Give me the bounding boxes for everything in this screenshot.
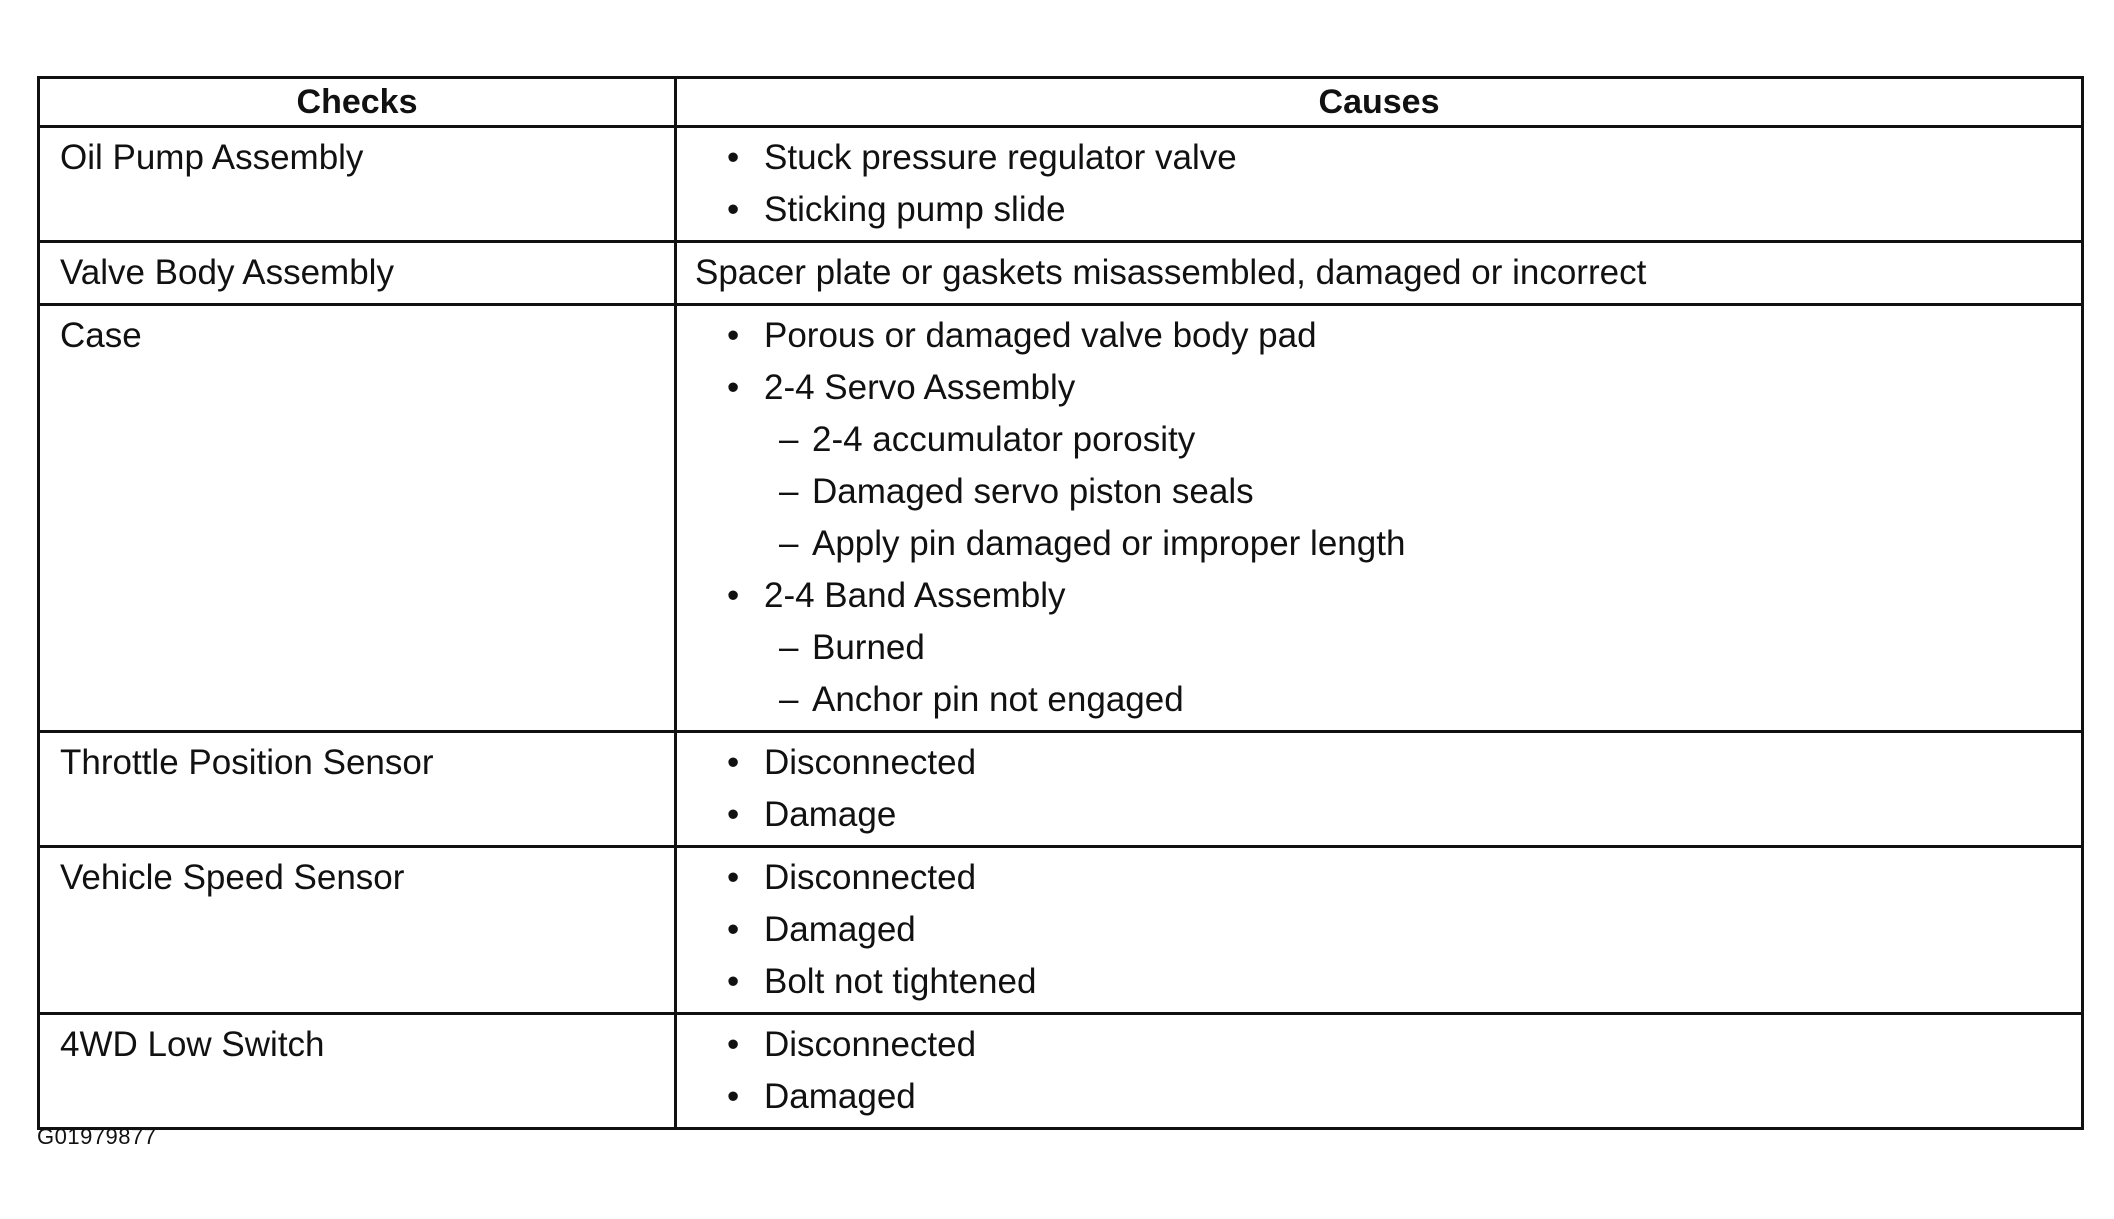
bullet-marker: • (727, 190, 740, 229)
table-row (39, 305, 2083, 732)
check-cell: Case (39, 305, 676, 732)
cause-text: Stuck pressure regulator valve (764, 138, 1237, 177)
cause-text: 2-4 Servo Assembly (764, 368, 1076, 407)
table-row (39, 242, 2083, 305)
causes-cell (676, 732, 2083, 847)
cause-item (677, 1019, 2065, 1071)
sub-cause-item (677, 622, 2065, 674)
cause-item (677, 852, 2065, 904)
cause-text: Spacer plate or gaskets misassembled, damaged or incorrect (695, 253, 1647, 292)
bullet-marker: • (727, 858, 740, 897)
cause-item (677, 570, 2065, 622)
cause-list (677, 852, 2065, 1008)
table-row (39, 847, 2083, 1014)
cause-list (677, 310, 2065, 726)
cause-list (677, 132, 2065, 236)
cause-item (677, 904, 2065, 956)
cause-list (677, 247, 2065, 299)
causes-cell (676, 127, 2083, 242)
cause-text: Anchor pin not engaged (812, 680, 1184, 719)
cause-item (677, 789, 2065, 841)
cause-text: 2-4 accumulator porosity (812, 420, 1196, 459)
cause-text: Disconnected (764, 1025, 977, 1064)
cause-text: Damaged (764, 910, 916, 949)
cause-text: Damage (764, 795, 897, 834)
cause-text: Burned (812, 628, 925, 667)
dash-marker: – (779, 680, 799, 719)
cause-item (677, 956, 2065, 1008)
table-row (39, 1014, 2083, 1129)
cause-text: Disconnected (764, 858, 977, 897)
sub-cause-item (677, 466, 2065, 518)
cause-item (677, 737, 2065, 789)
cause-text: 2-4 Band Assembly (764, 576, 1066, 615)
dash-marker: – (779, 420, 799, 459)
table-body (39, 127, 2083, 1129)
bullet-marker: • (727, 576, 740, 615)
cause-text: Bolt not tightened (764, 962, 1037, 1001)
cause-item (677, 247, 2065, 299)
cause-item (677, 1071, 2065, 1123)
bullet-marker: • (727, 743, 740, 782)
cause-item (677, 362, 2065, 414)
bullet-marker: • (727, 962, 740, 1001)
cause-list (677, 1019, 2065, 1123)
cause-text: Damaged servo piston seals (812, 472, 1254, 511)
causes-cell (676, 1014, 2083, 1129)
figure-id-label: G01979877 (37, 1124, 157, 1149)
dash-marker: – (779, 524, 799, 563)
causes-cell (676, 305, 2083, 732)
table-row (39, 732, 2083, 847)
cause-text: Disconnected (764, 743, 977, 782)
dash-marker: – (779, 472, 799, 511)
diagnosis-table (37, 76, 2084, 1130)
bullet-marker: • (727, 138, 740, 177)
sub-cause-item (677, 518, 2065, 570)
check-cell: Oil Pump Assembly (39, 127, 676, 242)
bullet-marker: • (727, 795, 740, 834)
cause-text: Apply pin damaged or improper length (812, 524, 1406, 563)
table-header-row (39, 78, 2083, 127)
check-cell: Valve Body Assembly (39, 242, 676, 305)
cause-text: Porous or damaged valve body pad (764, 316, 1317, 355)
causes-cell (676, 242, 2083, 305)
bullet-marker: • (727, 368, 740, 407)
sub-cause-item (677, 674, 2065, 726)
cause-text: Damaged (764, 1077, 916, 1116)
bullet-marker: • (727, 1025, 740, 1064)
check-cell: Vehicle Speed Sensor (39, 847, 676, 1014)
bullet-marker: • (727, 1077, 740, 1116)
checks-column-header: Checks (39, 78, 676, 127)
causes-cell (676, 847, 2083, 1014)
check-cell: 4WD Low Switch (39, 1014, 676, 1129)
bullet-marker: • (727, 910, 740, 949)
cause-list (677, 737, 2065, 841)
causes-column-header: Causes (676, 78, 2083, 127)
bullet-marker: • (727, 316, 740, 355)
cause-item (677, 310, 2065, 362)
cause-text: Sticking pump slide (764, 190, 1066, 229)
table-row (39, 127, 2083, 242)
check-cell: Throttle Position Sensor (39, 732, 676, 847)
cause-item (677, 132, 2065, 184)
dash-marker: – (779, 628, 799, 667)
sub-cause-item (677, 414, 2065, 466)
cause-item (677, 184, 2065, 236)
